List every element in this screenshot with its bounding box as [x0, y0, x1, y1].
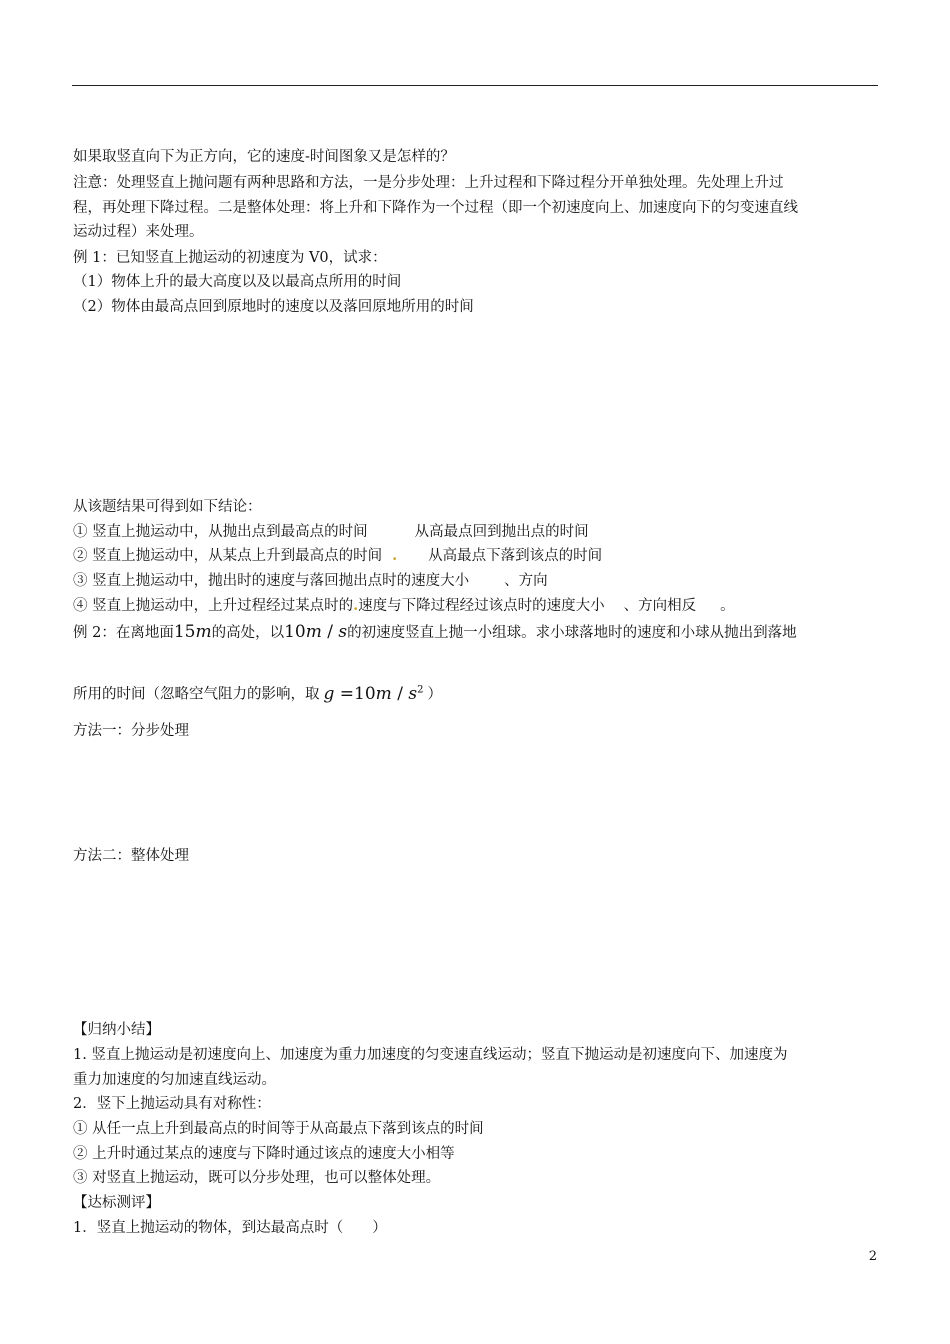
- example-1-question-1: （1）物体上升的最大高度以及以最高点所用的时间: [73, 274, 402, 290]
- conclusion-heading: 从该题结果可得到如下结论：: [73, 499, 262, 515]
- gravity-value: $g =10m / s^2$: [323, 683, 424, 704]
- question-downward: 如果取竖直向下为正方向，它的速度-时间图象又是怎样的？: [73, 149, 455, 165]
- example-1: 例 1：已知竖直上抛运动的初速度为 V0，试求：: [73, 250, 387, 266]
- summary-1-line-2: 重力加速度的匀加速直线运动。: [73, 1072, 276, 1088]
- example-2-text-c: 的初速度竖直上抛一小组球。求小球落地时的速度和小球从抛出到落地: [347, 625, 797, 641]
- note-line-1: 注意：处理竖直上抛问题有两种思路和方法，一是分步处理：上升过程和下降过程分开单独处理。先处理上升过: [73, 175, 784, 191]
- conclusion-2-part-a: ② 竖直上抛运动中，从某点上升到最高点的时间: [73, 548, 383, 564]
- conclusion-1-part-a: ① 竖直上抛运动中，从抛出点到最高点的时间: [73, 524, 368, 540]
- summary-title: 【归纳小结】: [73, 1022, 160, 1038]
- conclusion-4-part-a: ④ 竖直上抛运动中，上升过程经过某点时的: [73, 598, 354, 614]
- method-1: 方法一：分步处理: [73, 723, 189, 739]
- height-value: 15m: [173, 622, 212, 642]
- note-line-2: 程，再处理下降过程。二是整体处理：将上升和下降作为一个过程（即一个初速度向上、加速度向下的匀变速直线: [73, 200, 798, 216]
- example-1-question-2: （2）物体由最高点回到原地时的速度以及落回原地所用的时间: [73, 299, 474, 315]
- conclusion-3-part-b: 、方向: [504, 573, 548, 589]
- example-2-text-b: 的高处，以: [211, 625, 285, 641]
- conclusion-3-part-a: ③ 竖直上抛运动中，抛出时的速度与落回抛出点时的速度大小: [73, 573, 470, 589]
- conclusion-4-part-c: 、方向相反: [623, 598, 697, 614]
- example-2-text-a: 例 2：在离地面: [73, 625, 174, 641]
- summary-2-item-2: ② 上升时通过某点的速度与下降时通过该点的速度大小相等: [73, 1146, 455, 1162]
- summary-2-item-1: ① 从任一点上升到最高点的时间等于从高最点下落到该点的时间: [73, 1121, 484, 1137]
- conclusion-2-part-b: 从高最点下落到该点的时间: [428, 548, 603, 564]
- conclusion-4-part-b: 速度与下降过程经过该点时的速度大小: [358, 598, 605, 614]
- summary-1-line-1: 1. 竖直上抛运动是初速度向上、加速度为重力加速度的匀变速直线运动；竖直下抛运动是初速度向下、加速度为: [73, 1047, 788, 1063]
- conclusion-2: [73, 546, 602, 566]
- mark-dot: .: [392, 547, 398, 564]
- summary-2: 2．竖下上抛运动具有对称性：: [73, 1096, 271, 1112]
- test-question-1: 1．竖直上抛运动的物体，到达最高点时（ ）: [73, 1220, 387, 1236]
- header-rule: [72, 85, 878, 86]
- conclusion-4-part-d: 。: [720, 598, 735, 614]
- velocity-value: 10m / s: [284, 622, 348, 642]
- page-number: 2: [868, 1249, 877, 1264]
- test-title: 【达标测评】: [73, 1195, 160, 1211]
- mark-dot: .: [353, 597, 359, 614]
- conclusion-1-part-b: 从高最点回到抛出点的时间: [414, 524, 589, 540]
- conclusion-3: [73, 571, 548, 591]
- example-2-text-d: 所用的时间（忽略空气阻力的影响，取: [73, 686, 320, 703]
- summary-2-item-3: ③ 对竖直上抛运动，既可以分步处理，也可以整体处理。: [73, 1170, 441, 1186]
- example-2-line-2: [73, 680, 442, 705]
- example-2-line-1: [73, 622, 797, 643]
- method-2: 方法二：整体处理: [73, 848, 189, 864]
- conclusion-4: [73, 596, 735, 616]
- note-line-3: 运动过程）来处理。: [73, 224, 204, 240]
- conclusion-1: [73, 522, 589, 542]
- example-2-text-e: ）: [427, 686, 442, 703]
